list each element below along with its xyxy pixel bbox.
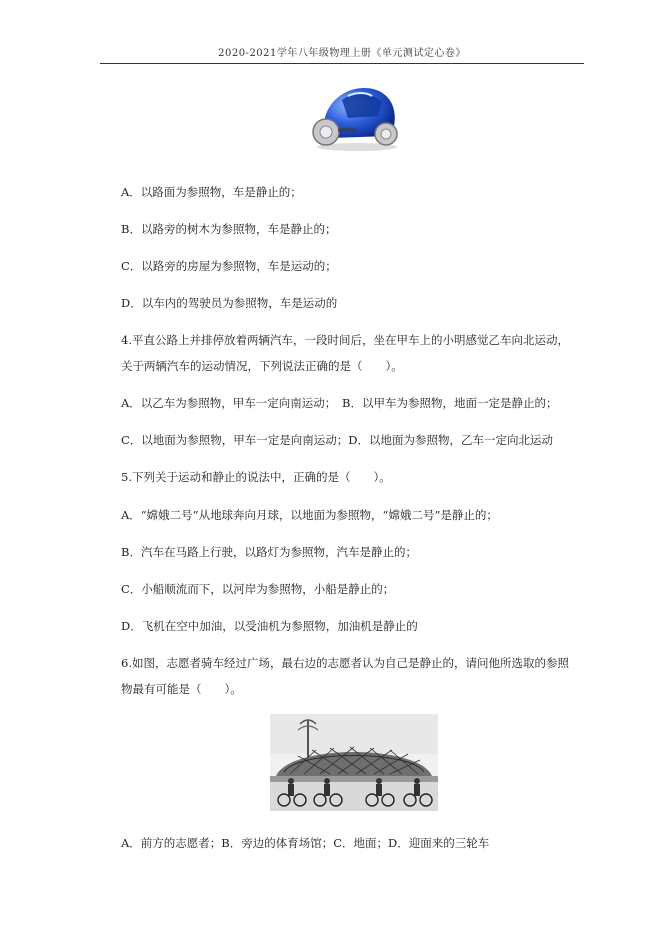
q5-option-c: C．小船顺流而下，以河岸为参照物，小船是静止的； xyxy=(121,582,395,596)
q4-options-line2: C．以地面为参照物，甲车一定是向南运动；D．以地面为参照物，乙车一定向北运动 xyxy=(121,433,554,447)
header-rule xyxy=(100,63,584,64)
q3-option-c: C．以路旁的房屋为参照物，车是运动的； xyxy=(121,259,337,273)
concept-car-image xyxy=(302,82,406,154)
q6-options-line: A．前方的志愿者；B．旁边的体育场馆；C．地面；D．迎面来的三轮车 xyxy=(121,836,490,850)
q4-options-line1: A．以乙车为参照物，甲车一定向南运动； B．以甲车为参照物，地面一定是静止的； xyxy=(121,396,558,410)
q6-stem-line2: 物最有可能是（ ）。 xyxy=(121,682,242,696)
q3-option-d: D．以车内的驾驶员为参照物，车是运动的 xyxy=(121,296,338,310)
q3-option-a: A．以路面为参照物，车是静止的； xyxy=(121,185,302,199)
q3-option-b: B．以路旁的树木为参照物，车是静止的； xyxy=(121,222,337,236)
q5-option-d: D．飞机在空中加油，以受油机为参照物，加油机是静止的 xyxy=(121,619,418,633)
page-header: 2020-2021学年八年级物理上册《单元测试定心卷》 xyxy=(218,48,466,59)
q5-option-b: B．汽车在马路上行驶，以路灯为参照物，汽车是静止的； xyxy=(121,545,417,559)
q4-stem-line2: 关于两辆汽车的运动情况，下列说法正确的是（ ）。 xyxy=(121,359,403,373)
stadium-cyclists-photo xyxy=(270,714,438,811)
q4-stem-line1: 4.平直公路上并排停放着两辆汽车，一段时间后，坐在甲车上的小明感觉乙车向北运动， xyxy=(121,333,569,347)
q5-option-a: A．“嫦娥二号”从地球奔向月球，以地面为参照物，“嫦娥二号”是静止的； xyxy=(121,508,498,522)
q5-stem: 5.下列关于运动和静止的说法中，正确的是（ ）。 xyxy=(121,470,391,484)
q6-stem-line1: 6.如图，志愿者骑车经过广场，最右边的志愿者认为自己是静止的，请问他所选取的参照 xyxy=(121,656,569,670)
